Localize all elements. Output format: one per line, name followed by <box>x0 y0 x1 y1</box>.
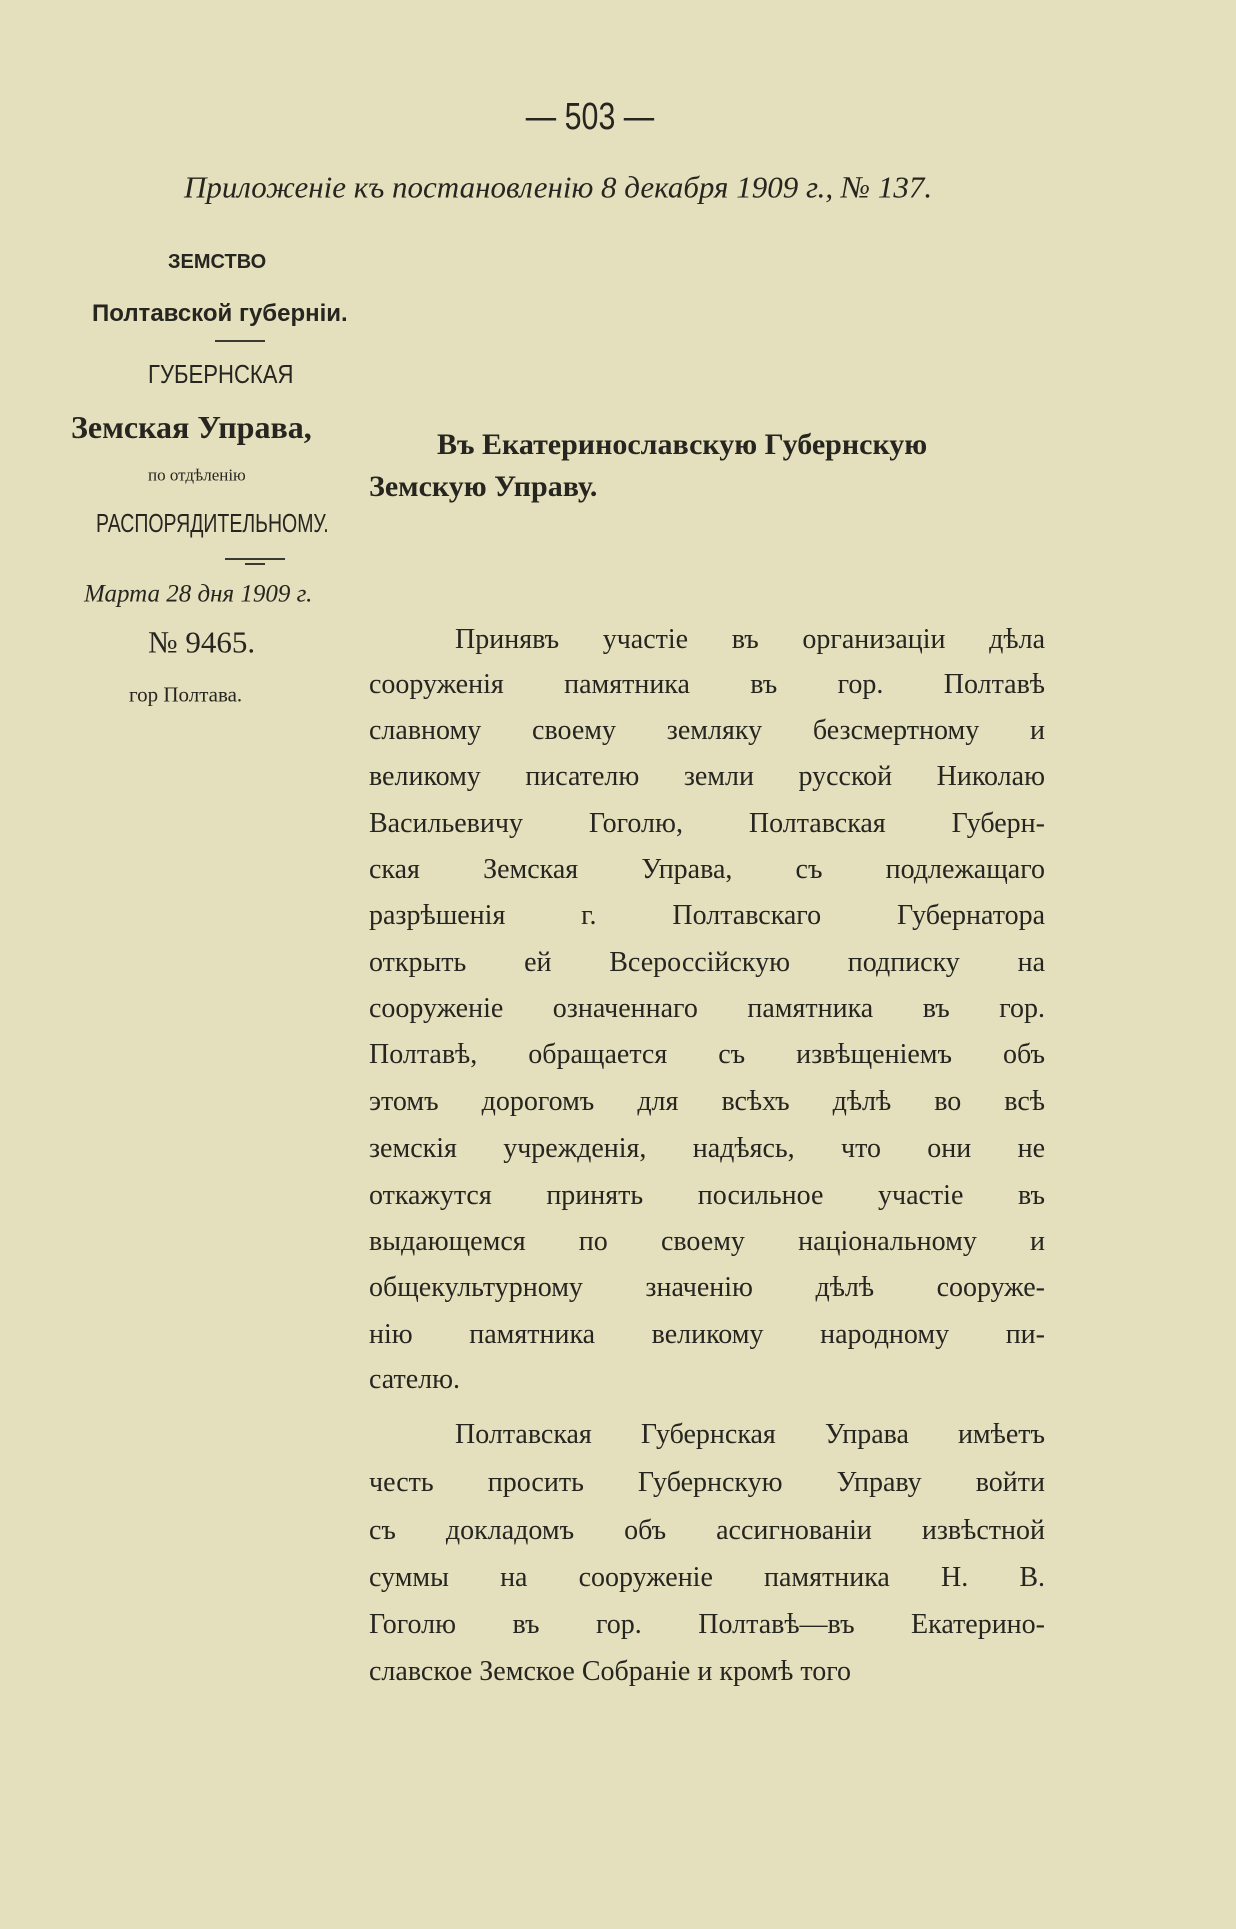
paragraph-line: Гоголю въ гор. Полтавѣ—въ Екатерино- <box>369 1609 1045 1640</box>
paragraph-line: земскія учрежденія, надѣясь, что они не <box>369 1133 1045 1164</box>
sender-department-prefix: по отдѣленію <box>148 465 246 485</box>
paragraph-line: Васильевичу Гоголю, Полтавская Губерн- <box>369 808 1045 839</box>
paragraph-line: Принявъ участіе въ организаціи дѣла <box>455 624 1045 655</box>
paragraph-line: Полтавѣ, обращается съ извѣщеніемъ объ <box>369 1039 1045 1070</box>
paragraph-line: сооруженіе означеннаго памятника въ гор. <box>369 993 1045 1024</box>
paragraph-line: честь просить Губернскую Управу войти <box>369 1467 1045 1498</box>
divider <box>225 558 285 560</box>
paragraph-line: суммы на сооруженіе памятника Н. В. <box>369 1562 1045 1593</box>
paragraph-line: ская Земская Управа, съ подлежащаго <box>369 854 1045 885</box>
paragraph-line: съ докладомъ объ ассигнованіи извѣстной <box>369 1515 1045 1546</box>
paragraph-line: разрѣшенія г. Полтавскаго Губернатора <box>369 900 1045 931</box>
paragraph-line: славское Земское Собраніе и кромѣ того <box>369 1656 851 1687</box>
divider <box>215 340 265 342</box>
paragraph-line: откажутся принять посильное участіе въ <box>369 1180 1045 1211</box>
addressee-line2: Земскую Управу. <box>369 470 598 503</box>
paragraph-line: славному своему земляку безсмертному и <box>369 715 1045 746</box>
paragraph-line: великому писателю земли русской Николаю <box>369 761 1045 792</box>
page-number: — 503 — <box>525 96 655 138</box>
divider <box>245 563 265 565</box>
paragraph-line: сооруженія памятника въ гор. Полтавѣ <box>369 669 1045 700</box>
sender-province: Полтавской губерніи. <box>92 300 348 327</box>
letter-date: Марта 28 дня 1909 г. <box>84 580 313 608</box>
sender-uprava: Земская Управа, <box>71 409 312 445</box>
paragraph-line: этомъ дорогомъ для всѣхъ дѣлѣ во всѣ <box>369 1086 1045 1117</box>
sender-city: гор Полтава. <box>129 682 243 707</box>
paragraph-line: сателю. <box>369 1364 461 1395</box>
paragraph-line: Полтавская Губернская Управа имѣетъ <box>455 1419 1045 1450</box>
letter-number: № 9465. <box>148 624 256 660</box>
paragraph-line: нію памятника великому народному пи- <box>369 1319 1045 1350</box>
paragraph-line: выдающемся по своему національному и <box>369 1226 1045 1257</box>
paragraph-line: общекультурному значенію дѣлѣ сооруже- <box>369 1272 1045 1303</box>
sender-department: РАСПОРЯДИТЕЛЬНОМУ. <box>96 508 329 538</box>
sender-zemstvo: ЗЕМСТВО <box>168 251 267 273</box>
sender-gubernskaya: ГУБЕРНСКАЯ <box>148 359 294 389</box>
appendix-note: Приложеніе къ постановленію 8 декабря 1909 г., № 137. <box>184 169 933 205</box>
paragraph-line: открыть ей Всероссійскую подписку на <box>369 947 1045 978</box>
addressee-line1: Въ Екатеринославскую Губернскую <box>437 428 928 461</box>
